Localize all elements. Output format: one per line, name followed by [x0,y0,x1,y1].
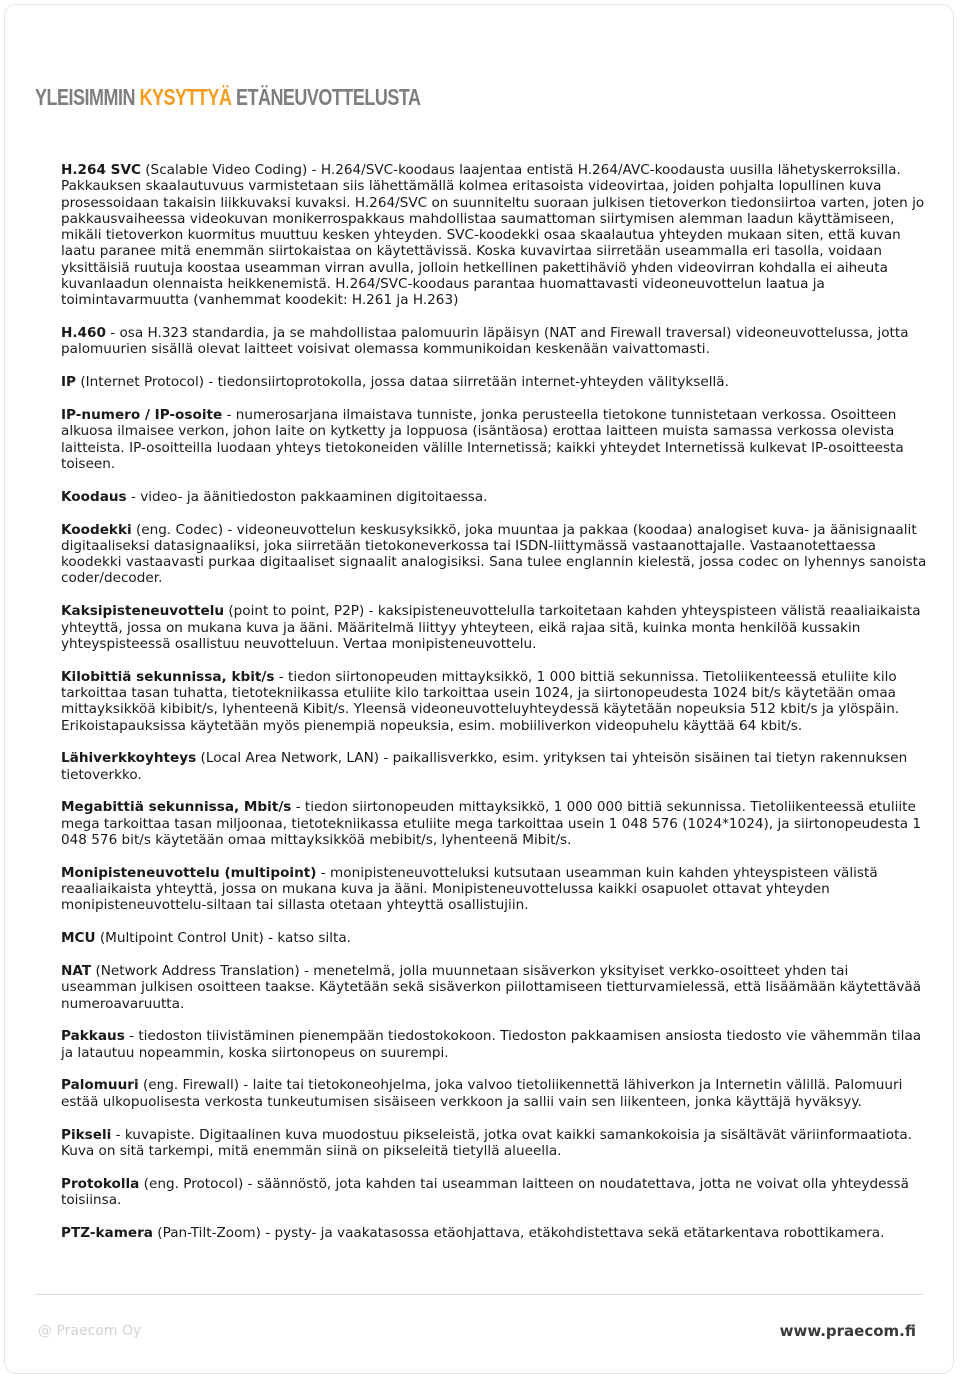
entry-definition: (eng. Firewall) - laite tai tietokoneohjelma, joka valvoo tietoliikennettä lähiverkon ja Internetin välillä. Palomuuri estää ulkopuolisesta verkosta tunkeutumisen sisäiseen verkkoon ja sallii vain sen liikenteen, jonka käyttäjä hyväksyy. [61,1077,903,1110]
title-part-1: YLEISIMMIN [35,84,140,110]
entry-definition: (Internet Protocol) - tiedonsiirtoprotokolla, jossa dataa siirretään internet-yhteyden välityksellä. [76,374,729,391]
entry-term: IP-numero / IP-osoite [61,407,223,424]
glossary-entry-ptz-kamera [61,1225,927,1241]
glossary-list [61,162,927,1258]
glossary-entry-pikseli [61,1127,927,1160]
entry-definition: (eng. Codec) - videoneuvottelun keskusyksikkö, joka muuntaa ja pakkaa (koodaa) analogiset kuva- ja äänisignaalit digitaaliseksi datasignaaliksi, joka siirretään tietokoneverkossa tai ISDN-liittymässä vastaanottajalle. Vastaanotettaessa koodekki vastaavasti purkaa digitaaliset signaalit analogisiksi. Sana tulee englannin kielestä, jossa codec on lyhennys sanoista coder/decoder. [61,521,927,587]
glossary-entry-pakkaus [61,1028,927,1061]
entry-term: IP [61,374,77,391]
glossary-entry-koodekki [61,522,927,587]
title-part-2: KYSYTTYÄ [139,84,232,110]
entry-definition: (Local Area Network, LAN) - paikallisverkko, esim. yrityksen tai yhteisön sisäinen tai tietyn rakennuksen tietoverkko. [61,750,908,783]
glossary-entry-mbit [61,799,927,848]
entry-definition: (Multipoint Control Unit) - katso silta. [95,930,352,947]
glossary-entry-mcu [61,930,927,946]
footer-website-link[interactable]: www.praecom.fi [779,1322,916,1340]
entry-definition: (eng. Protocol) - säännöstö, jota kahden tai useamman laitteen on noudatettava, jotta ne voivat olla yhteydessä toisiinsa. [61,1175,909,1208]
entry-term: H.460 [61,325,106,342]
entry-definition: - video- ja äänitiedoston pakkaaminen digitoitaessa. [126,488,488,505]
glossary-entry-kaksipisteneuvottelu [61,603,927,652]
entry-definition: - kuvapiste. Digitaalinen kuva muodostuu pikseleistä, jotka ovat kaikki samankokoisia ja sisältävät väriinformaatiota. Kuva on sitä tarkempi, mitä enemmän siinä on pikseleitä tietyllä alueella. [61,1126,913,1159]
page-title [35,84,421,111]
entry-term: NAT [61,962,92,979]
entry-definition: (Pan-Tilt-Zoom) - pysty- ja vaakatasossa etäohjattava, etäkohdistettava sekä etätarkentava robottikamera. [152,1224,885,1241]
entry-definition: - monipisteneuvotteluksi kutsutaan useamman kuin kahden yhteyspisteen välistä reaaliaikaista yhteyttä, jossa on mukana kuva ja ääni. Monipisteneuvottelussa kaikki osapuolet ottavat yhteyden monipisteneuvottelu-siltaan tai sillasta otetaan yhteyttä osallistujiin. [61,864,878,914]
entry-term: Pakkaus [61,1028,125,1045]
entry-term: Protokolla [61,1175,140,1192]
entry-definition: (point to point, P2P) - kaksipisteneuvottelulla tarkoitetaan kahden yhteyspisteen välistä reaaliaikaista yhteyttä, jossa on mukana kuva ja ääni. Määritelmä liittyy yhteyteen, eikä rajaa sitä, kuinka monta henkilöä kussakin yhteyspisteessä osallistuu neuvotteluun. Vertaa monipisteneuvottelu. [61,603,921,652]
glossary-entry-kbit [61,669,927,734]
title-part-3: ETÄNEUVOTTELUSTA [231,84,421,110]
glossary-entry-nat [61,963,927,1012]
entry-definition: - osa H.323 standardia, ja se mahdollistaa palomuurin läpäisyn (NAT and Firewall traversal) videoneuvottelussa, jotta palomuurien sisällä olevat laitteet voisivat olemassa kommunikoidan keskenään vaivattomasti. [61,325,909,358]
glossary-entry-monipisteneuvottelu [61,865,927,914]
footer-copyright: @ Praecom Oy [38,1323,142,1339]
entry-definition: - tiedoston tiivistäminen pienempään tiedostokokoon. Tiedoston pakkaamisen ansiosta tiedosto vie vähemmän tilaa ja latautuu nopeammin, koska siirtonopeus on suurempi. [61,1028,922,1061]
entry-term: MCU [61,930,96,947]
entry-definition: - tiedon siirtonopeuden mittayksikkö, 1 000 bittiä sekunnissa. Tietoliikenteessä etuliite kilo tarkoittaa tasan tuhatta, tietotekniikassa etuliite kilo tarkoittaa usein 1024, ja siirtonopeudesta 1024 bit/s käytetään omaa mittayksikköä kibibit/s, lyhenteenä Kibit/s. Yleensä videoneuvotteluyhteydessä käytetään nopeuksia 512 kbit/s ja ylöspäin. Erikoistapauksissa käytetään myös pienempiä nopeuksia, esim. mobiiliverkon videopuhelu käyttää 64 kbit/s. [61,668,900,734]
entry-term: Palomuuri [61,1077,139,1094]
entry-term: Koodekki [61,521,132,538]
entry-definition: - tiedon siirtonopeuden mittayksikkö, 1 000 000 bittiä sekunnissa. Tietoliikenteessä etuliite mega tarkoittaa tasan miljoonaa, tietotekniikassa etuliite mega tarkoittaa usein 1 048 576 (1024*1024), ja siirtonopeudesta 1 048 576 bit/s käytetään omaa mittayksikköä mebibit/s, lyhenteenä Mibit/s. [61,799,921,848]
entry-term: Kaksipisteneuvottelu [61,603,225,620]
entry-definition: (Network Address Translation) - menetelmä, jolla muunnetaan sisäverkon yksityiset verkko-osoitteet yhden tai useamman julkisen osoitteen taakse. Käytetään sekä sisäverkon piilottamiseen tietturvamielessä, että lisäämään käytettävää numeroavaruutta. [61,962,922,1012]
entry-definition: (Scalable Video Coding) - H.264/SVC-koodaus laajentaa entistä H.264/AVC-koodausta uusilla lähetyskerroksilla. Pakkauksen skaalautuvuus varmistetaan siis lähettämällä kolmea eritasoista videovirtaa, joiden pohjalta lopullinen kuva prosessoidaan takaisin liikkuvaksi kuvaksi. H.264/SVC on suunniteltu suoraan julkisen tietoverkon tiedonsiirtoa varten, joten jo pakkausvaiheessa videokuvan monikerrospakkaus mahdollistaa saumattoman siirtymisen alemman laadun käyttämiseen, mikäli tietoverkon kuormitus muuttuu kesken yhteyden. SVC-koodekki osaa skaalautua yhteyden mukaan siten, että kuvan laatu paranee mitä enemmän siirtokaistaa on käytettävissä. Koska kuvavirtaa siirretään useammalla eri tasolla, voidaan yksittäisiä ruutuja koostaa useamman virran avulla, jolloin hetkellinen pakettihäviö yhden videovirran kohdalla ei aiheuta kuvanlaadun olennaista heikkenemistä. H.264/SVC-koodaus parantaa huomattavasti videoneuvottelun laatua ja toimintavarmuutta (vanhemmat koodekit: H.261 ja H.263) [61,162,925,309]
glossary-entry-ip-numero [61,407,927,472]
glossary-entry-koodaus [61,489,927,505]
entry-term: Kilobittiä sekunnissa, kbit/s [61,668,275,685]
entry-term: Monipisteneuvottelu (multipoint) [61,864,317,881]
entry-term: Megabittiä sekunnissa, Mbit/s [61,799,292,816]
footer-divider [35,1294,923,1295]
glossary-entry-protokolla [61,1176,927,1209]
glossary-entry-h460 [61,325,927,358]
glossary-entry-lahiverkkoyhteys [61,750,927,783]
entry-term: Lähiverkkoyhteys [61,750,197,767]
entry-term: H.264 SVC [61,162,141,178]
glossary-entry-h264-svc [61,162,927,309]
entry-term: PTZ-kamera [61,1224,153,1241]
entry-term: Koodaus [61,488,127,505]
glossary-entry-palomuuri [61,1077,927,1110]
entry-definition: - numerosarjana ilmaistava tunniste, jonka perusteella tietokone tunnistetaan verkossa. Osoitteen alkuosa ilmaisee verkon, johon laite on kytketty ja loppuosa (isäntäosa) erottaa laitteen muista samassa verkossa olevista laitteista. IP-osoitteilla luodaan yhteys tietokoneiden välille Internetissä; kaikki yhteydet Internetissä kulkevat IP-osoitteesta toiseen. [61,407,904,472]
entry-term: Pikseli [61,1126,112,1143]
glossary-entry-ip [61,374,927,390]
